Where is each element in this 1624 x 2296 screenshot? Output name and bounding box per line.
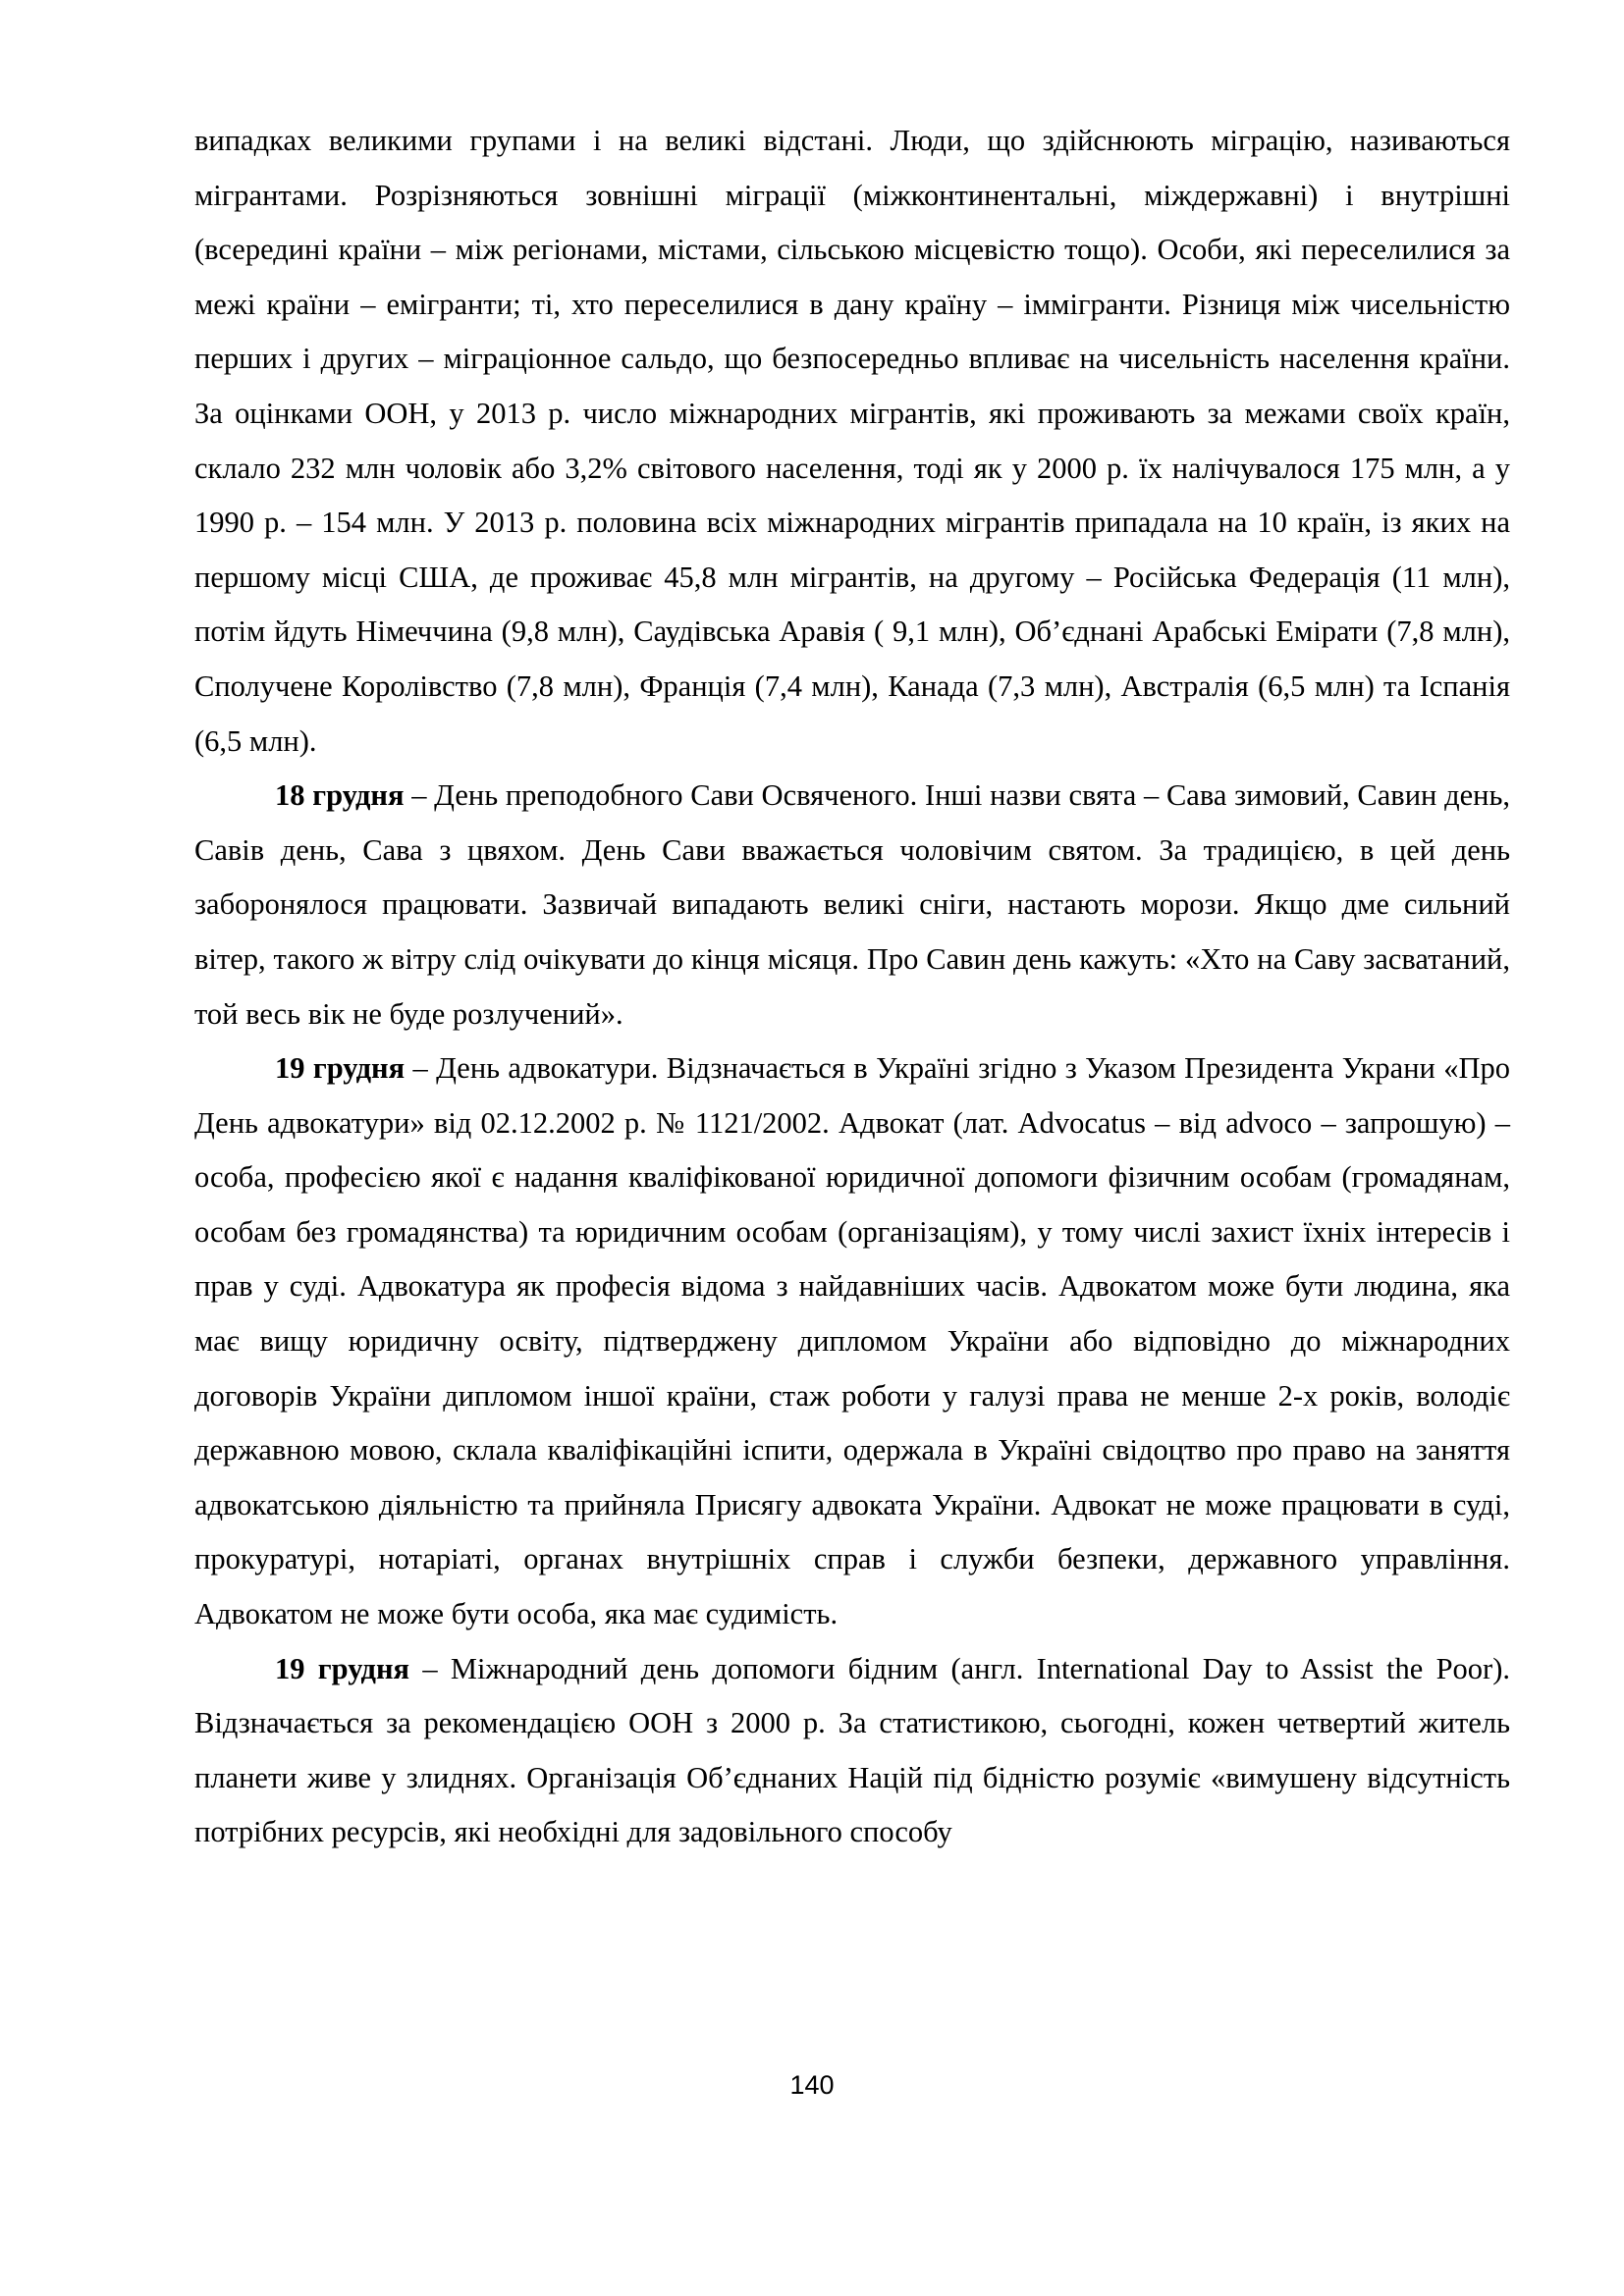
paragraph-dec-18-sava [194, 769, 1510, 1041]
paragraph-text: – Міжнародний день допомоги бідним (англ. International Day to Assist the Poor). Відзначається за рекомендацією ООН з 2000 р. За статистикою, сьогодні, кожен четвертий житель планети живе у злиднях. Організація Об’єднаних Націй під бідністю розуміє «вимушену відсутність потрібних ресурсів, які необхідні для задовільного способу [194, 1651, 1510, 1849]
paragraph-date: 18 грудня [275, 778, 405, 813]
page-number: 140 [789, 2070, 835, 2100]
paragraph-dec-19-assist-poor-day [194, 1642, 1510, 1860]
page-body [194, 114, 1510, 1860]
paragraph-text: – День адвокатури. Відзначається в Україні згідно з Указом Президента Украни «Про День адвокатури» від 02.12.2002 р. № 1121/2002. Адвокат (лат. Advocatus – від advoco – запрошую) – особа, професією якої є надання кваліфікованої юридичної допомоги фізичним особам (громадянам, особам без громадянства) та юридичним особам (організаціям), у тому числі захист їхніх інтересів і прав у суді. Адвокатура як професія відома з найдавніших часів. Адвокатом може бути людина, яка має вищу юридичну освіту, підтверджену дипломом України або відповідно до міжнародних договорів України дипломом іншої країни, стаж роботи у галузі права не менше 2-х років, володіє державною мовою, склала кваліфікаційні іспити, одержала в Україні свідоцтво про право на заняття адвокатською діяльністю та прийняла Присягу адвоката України. Адвокат не може працювати в суді, прокуратурі, нотаріаті, органах внутрішніх справ і служби безпеки, державного управління. Адвокатом не може бути особа, яка має судимість. [194, 1051, 1510, 1631]
paragraph-date: 19 грудня [275, 1651, 410, 1685]
paragraph-text: – День преподобного Сави Освяченого. Інші назви свята – Сава зимовий, Савин день, Савів день, Сава з цвяхом. День Сави вважається чоловічим святом. За традицією, в цей день заборонялося працювати. Зазвичай випадають великі сніги, настають морози. Якщо дме сильний вітер, такого ж вітру слід очікувати до кінця місяця. Про Савин день кажуть: «Хто на Саву засватаний, той весь вік не буде розлучений». [194, 778, 1510, 1031]
paragraph-migration-continued [194, 114, 1510, 769]
paragraph-dec-19-advocacy-day [194, 1041, 1510, 1642]
paragraph-text: випадках великими групами і на великі відстані. Люди, що здійснюють міграцію, називаються мігрантами. Розрізняються зовнішні міграції (міжконтинентальні, міждержавні) і внутрішні (всередині країни – між регіонами, містами, сільською місцевістю тощо). Особи, які переселилися за межі країни – емігранти; ті, хто переселилися в дану країну – іммігранти. Різниця між чисельністю перших і других – міграціонное сальдо, що безпосередньо впливає на чисельність населення країни. За оцінками ООН, у 2013 р. число міжнародних мігрантів, які проживають за межами своїх країн, склало 232 млн чоловік або 3,2% світового населення, тоді як у 2000 р. їх налічувалося 175 млн, а у 1990 р. – 154 млн. У 2013 р. половина всіх міжнародних мігрантів припадала на 10 країн, із яких на першому місці США, де проживає 45,8 млн мігрантів, на другому – Російська Федерація (11 млн), потім йдуть Німеччина (9,8 млн), Саудівська Аравія ( 9,1 млн), Об’єднані Арабські Емірати (7,8 млн), Сполучене Королівство (7,8 млн), Франція (7,4 млн), Канада (7,3 млн), Австралія (6,5 млн) та Іспанія (6,5 млн). [194, 124, 1510, 758]
paragraph-date: 19 грудня [275, 1051, 406, 1086]
